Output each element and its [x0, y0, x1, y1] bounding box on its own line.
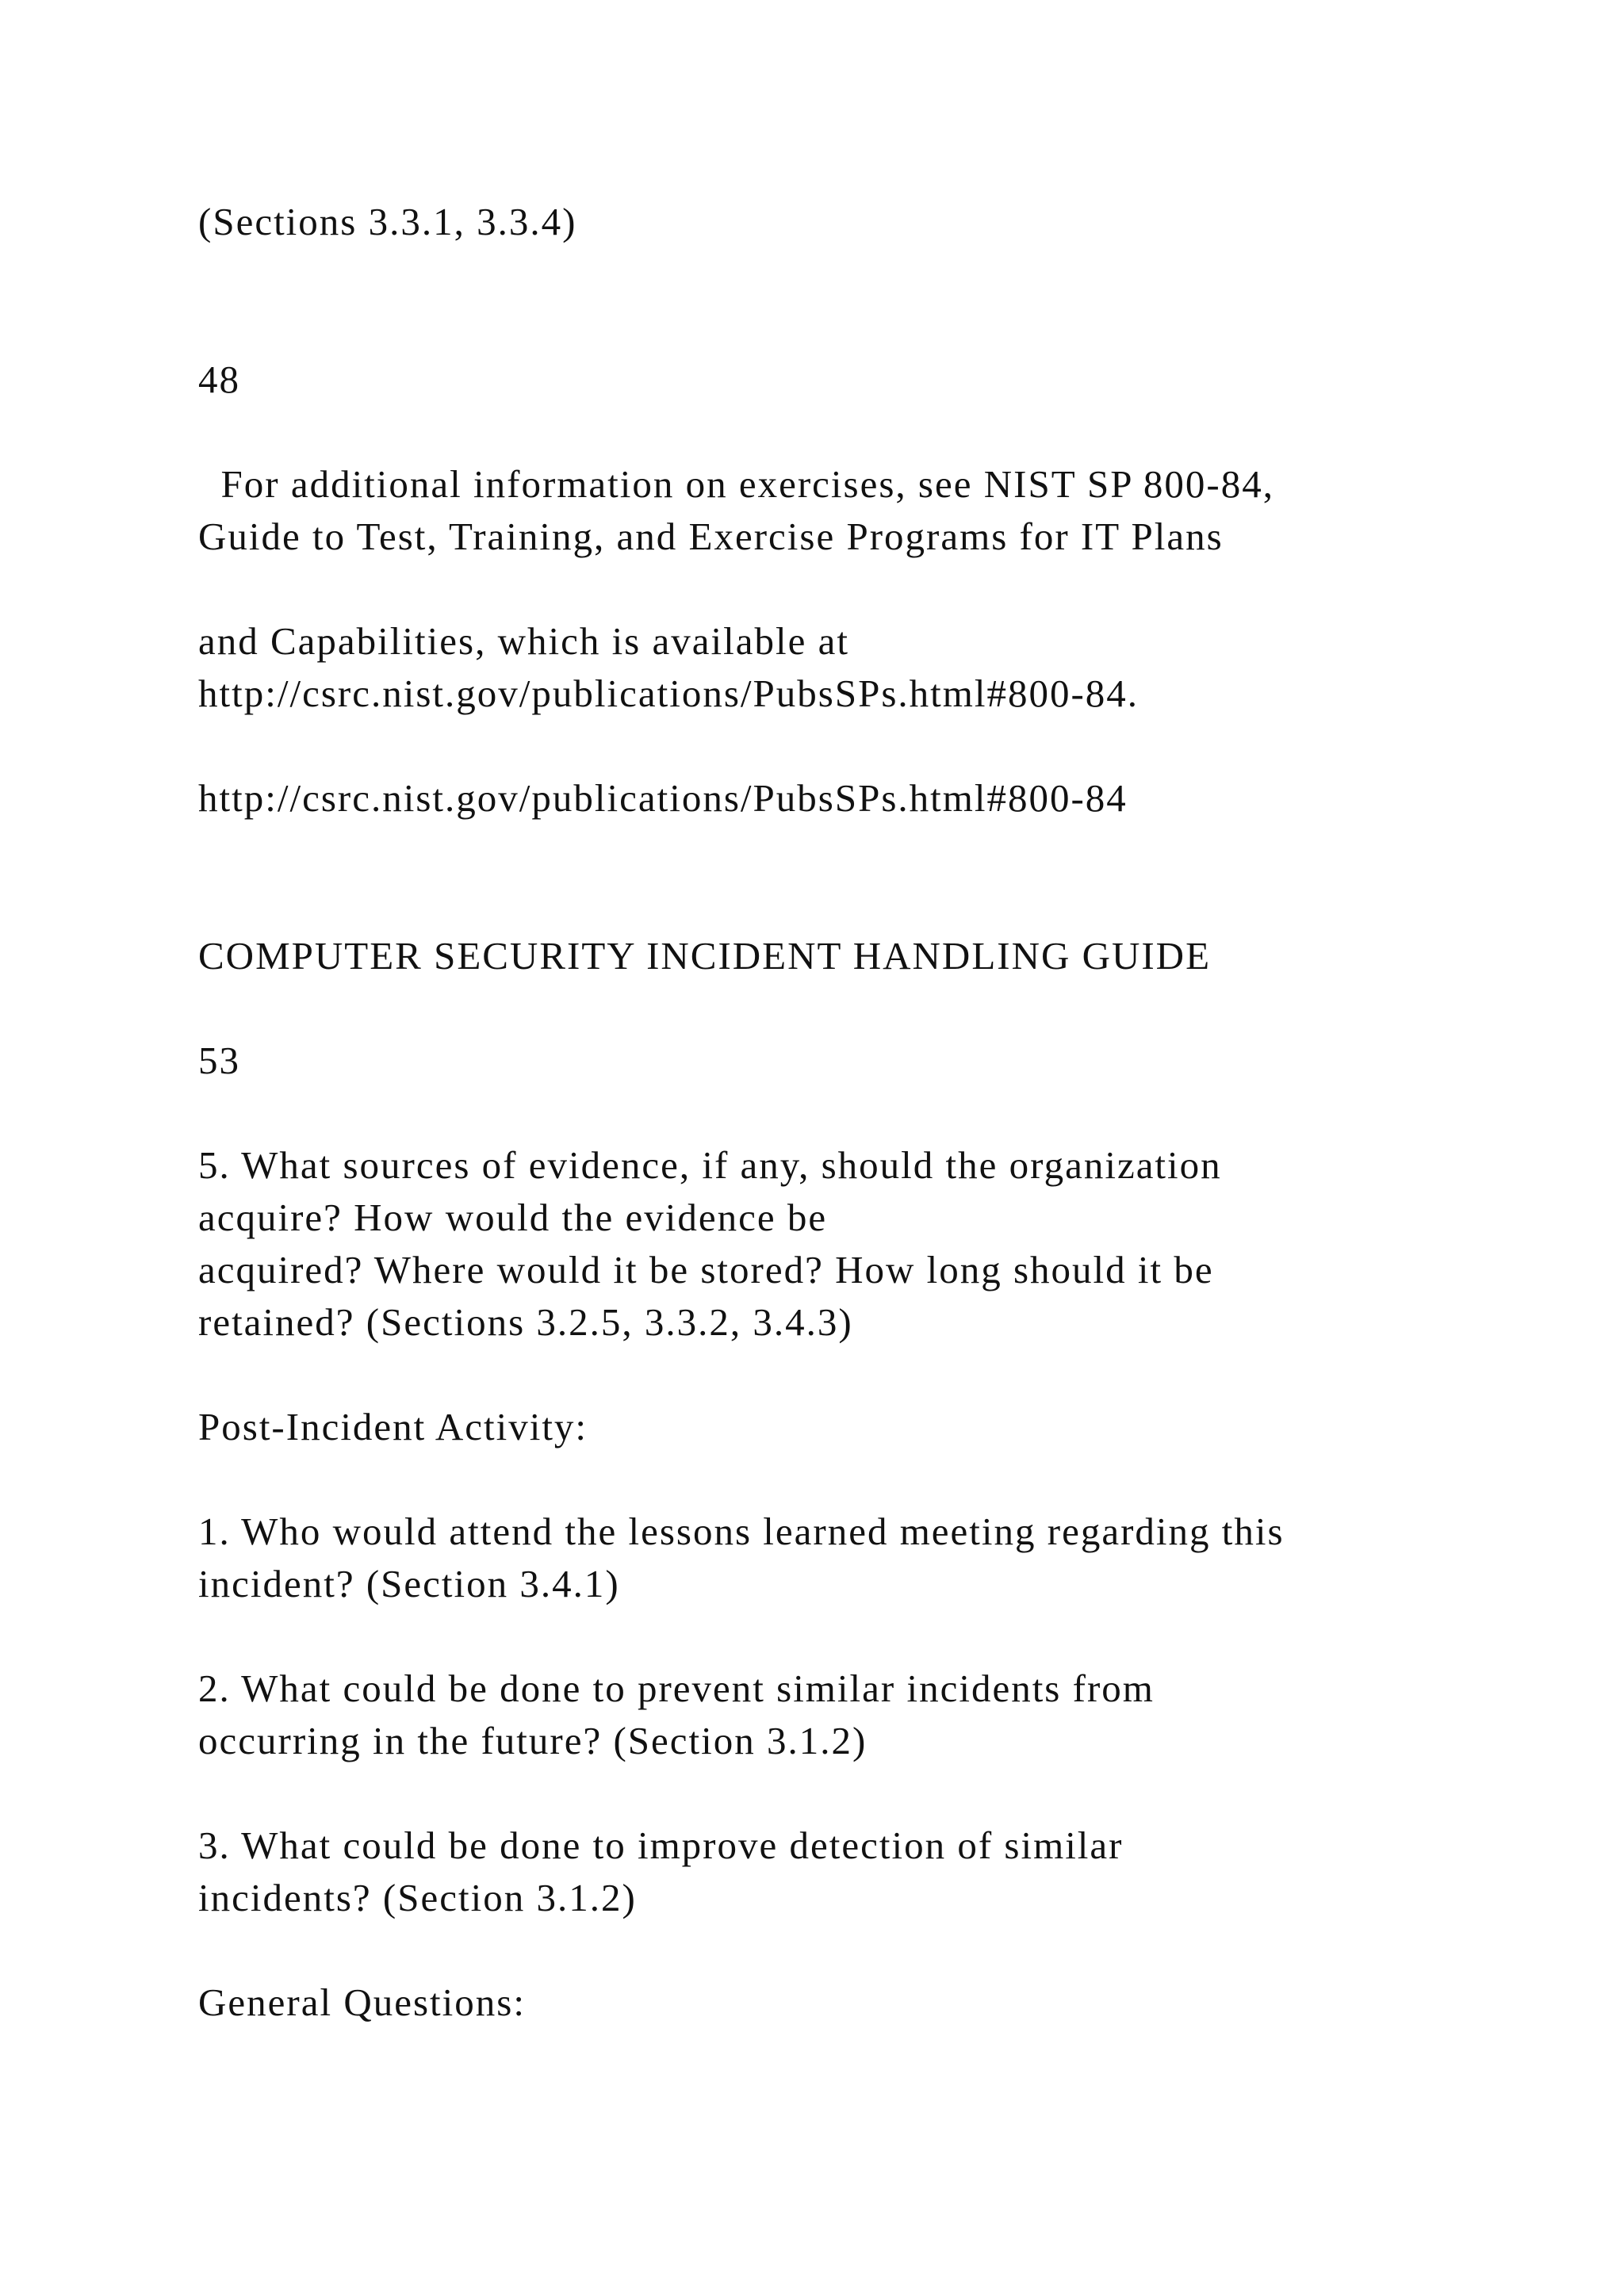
question-3: 3. What could be done to improve detection of similar [198, 1823, 1124, 1867]
question-2: 2. What could be done to prevent similar incidents from [198, 1667, 1155, 1710]
text-line: occurring in the future? (Section 3.1.2) [198, 1719, 868, 1762]
text-line: For additional information on exercises, see NIST SP 800-84, [198, 462, 1274, 506]
text-line: Guide to Test, Training, and Exercise Programs for IT Plans [198, 515, 1224, 558]
text-line: acquire? How would the evidence be [198, 1196, 828, 1239]
text-line: retained? (Sections 3.2.5, 3.3.2, 3.4.3) [198, 1300, 853, 1344]
question-1: 1. Who would attend the lessons learned meeting regarding this [198, 1510, 1285, 1553]
question-5: 5. What sources of evidence, if any, should the organization [198, 1143, 1222, 1187]
section-heading-general-questions: General Questions: [198, 1980, 526, 2024]
section-heading-post-incident: Post-Incident Activity: [198, 1405, 588, 1448]
text-line: acquired? Where would it be stored? How long should it be [198, 1248, 1214, 1292]
page-number: 53 [198, 1039, 240, 1082]
running-header: COMPUTER SECURITY INCIDENT HANDLING GUIDE [198, 934, 1211, 978]
footnote-number: 48 [198, 358, 240, 401]
text-line: incident? (Section 3.4.1) [198, 1562, 620, 1605]
url-line: http://csrc.nist.gov/publications/PubsSPs.html#800-84 [198, 776, 1128, 820]
text-line: http://csrc.nist.gov/publications/PubsSPs.html#800-84. [198, 672, 1139, 715]
text-line: and Capabilities, which is available at [198, 619, 849, 663]
text-line: incidents? (Section 3.1.2) [198, 1876, 637, 1919]
text-line: (Sections 3.3.1, 3.3.4) [198, 200, 577, 243]
